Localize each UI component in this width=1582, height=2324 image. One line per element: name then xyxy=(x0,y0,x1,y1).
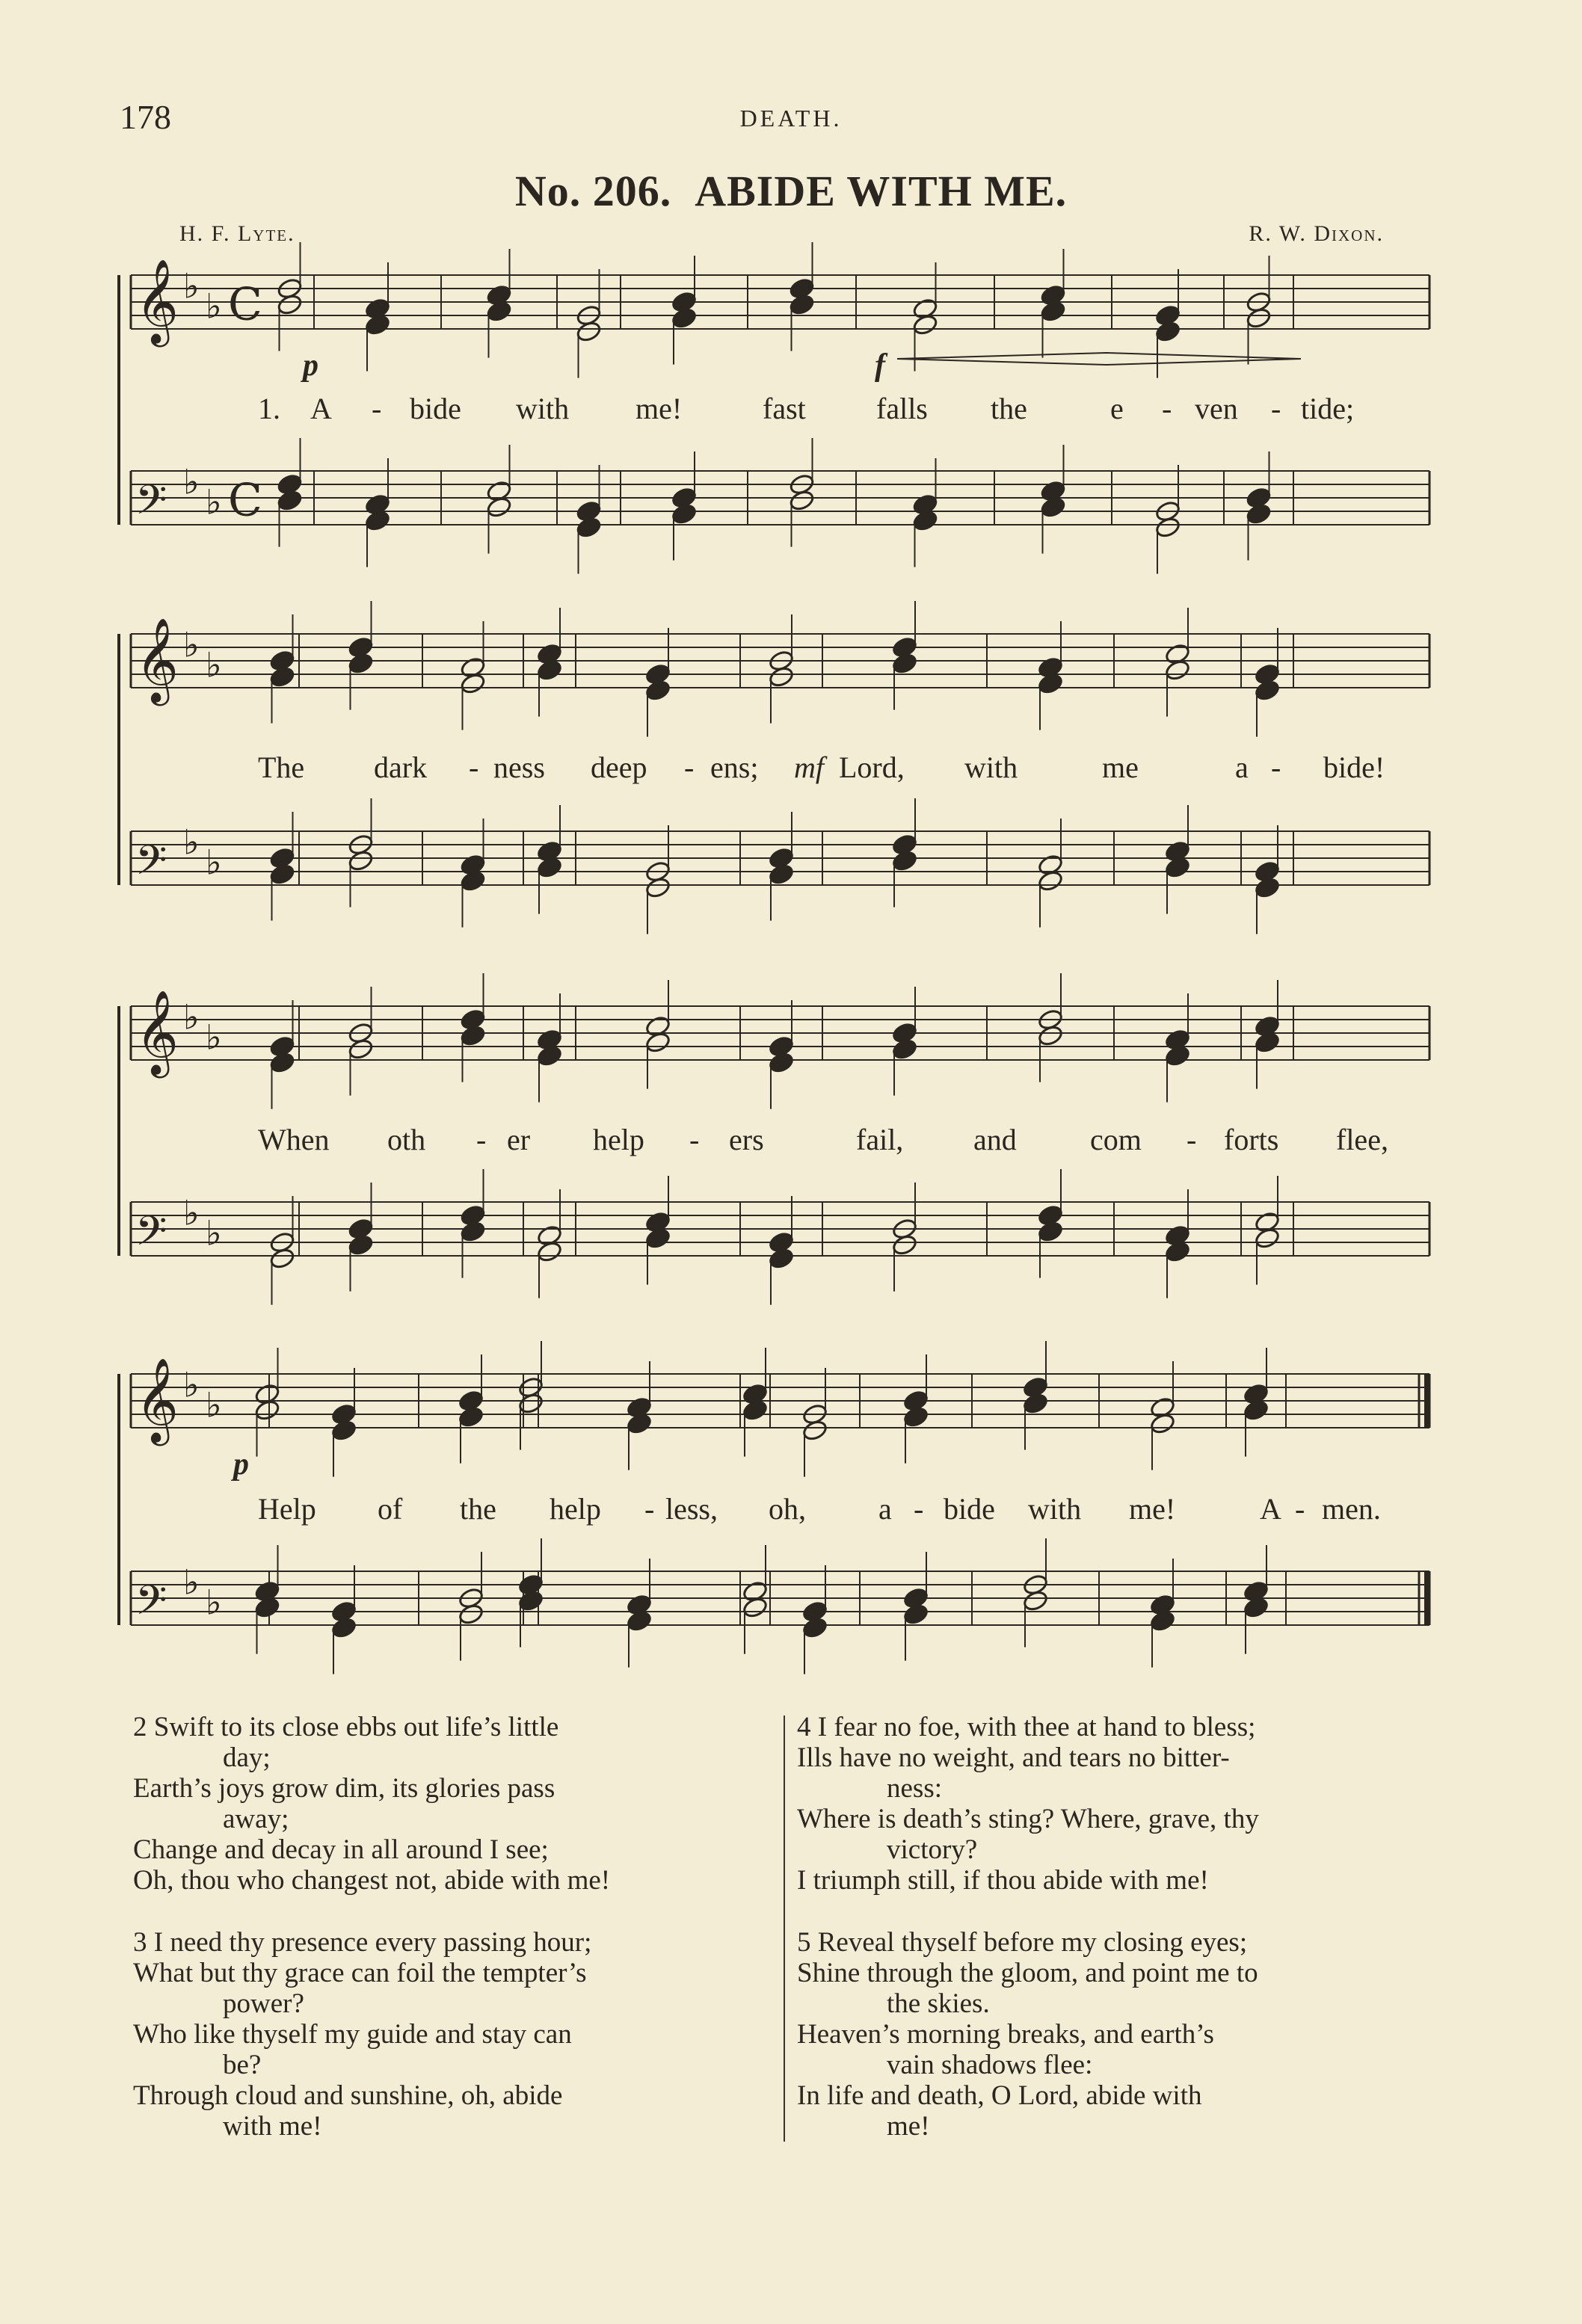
bass-clef: 𝄢 xyxy=(135,836,167,894)
key-flat: ♭ xyxy=(183,1364,200,1405)
dynamic-mark: f xyxy=(875,348,885,383)
note-head xyxy=(1254,1227,1281,1250)
lyric-word: com xyxy=(1090,1123,1142,1156)
note-head xyxy=(1154,320,1181,343)
key-flat: ♭ xyxy=(183,996,200,1038)
note-head xyxy=(330,1419,357,1442)
verse-line: 5 Reveal thyself before my closing eyes; xyxy=(797,1927,1248,1958)
lyric-word: Lord, xyxy=(839,750,905,784)
note-head xyxy=(1164,1240,1191,1263)
key-flat: ♭ xyxy=(206,1017,222,1058)
note-head xyxy=(1022,1589,1049,1612)
note-head xyxy=(277,293,304,316)
note-head xyxy=(768,863,795,886)
lyric-word: - xyxy=(469,750,479,784)
dynamic-mark: p xyxy=(233,1447,249,1482)
note-head xyxy=(1037,1024,1064,1047)
verse-line: In life and death, O Lord, abide with xyxy=(797,2080,1202,2111)
note-head xyxy=(460,1024,487,1047)
verse-line: day; xyxy=(223,1742,271,1773)
note-head xyxy=(891,1233,918,1257)
lyric-word: ness xyxy=(493,750,545,784)
verse-line: 3 I need thy presence every passing hour; xyxy=(133,1927,592,1958)
note-head xyxy=(364,313,391,336)
note-head xyxy=(902,1405,929,1428)
note-head xyxy=(1254,876,1281,899)
key-flat: ♭ xyxy=(206,1582,222,1623)
verse-stanza xyxy=(133,1927,776,2142)
note-head xyxy=(1149,1412,1176,1435)
lyric-word: a xyxy=(878,1492,892,1526)
key-flat: ♭ xyxy=(183,822,200,863)
lyric-word: falls xyxy=(876,392,928,425)
note-head xyxy=(1149,1609,1176,1633)
lyric-word: - xyxy=(1295,1492,1305,1526)
verse-line: Where is death’s sting? Where, grave, thy xyxy=(797,1804,1259,1834)
lyric-word: of xyxy=(378,1492,403,1526)
note-head xyxy=(458,1603,484,1626)
page-number: 178 xyxy=(120,98,171,136)
lyric-word: - xyxy=(689,1123,700,1156)
lyric-word: - xyxy=(476,1123,487,1156)
lyric-word: tide; xyxy=(1301,392,1355,425)
verse-line: me! xyxy=(887,2111,930,2142)
lyric-word: me! xyxy=(635,392,683,425)
lyric-word: ers xyxy=(729,1123,764,1156)
treble-clef: 𝄞 xyxy=(135,617,179,703)
verses-right-column xyxy=(797,1712,1455,2173)
lyric-word: me xyxy=(1102,750,1139,784)
note-head xyxy=(458,1405,484,1428)
note-head xyxy=(269,863,296,886)
verse-line: be? xyxy=(223,2050,262,2080)
verses-left-column xyxy=(133,1712,776,2173)
note-head xyxy=(1246,502,1272,525)
lyric-word: with xyxy=(1028,1492,1082,1526)
lyric-word: e xyxy=(1110,392,1124,425)
running-head: DEATH. xyxy=(739,105,843,132)
lyric-word: oh, xyxy=(769,1492,806,1526)
note-head xyxy=(1164,856,1191,879)
lyric-word: bide xyxy=(944,1492,995,1526)
lyric-word: ens; xyxy=(710,750,759,784)
note-head xyxy=(1037,672,1064,695)
lyric-word: - xyxy=(1271,392,1281,425)
verse-line: Oh, thou who changest not, abide with me! xyxy=(133,1865,611,1896)
lyric-word: bide! xyxy=(1323,750,1385,784)
note-head xyxy=(254,1596,281,1619)
key-flat: ♭ xyxy=(206,1384,222,1425)
note-head xyxy=(891,849,918,872)
lyric-word: A xyxy=(1260,1492,1281,1526)
verse-line: Change and decay in all around I see; xyxy=(133,1834,549,1865)
note-head xyxy=(254,1399,281,1422)
hymn-name: ABIDE WITH ME. xyxy=(695,167,1068,215)
composer: R. W. Dixon. xyxy=(1249,221,1384,246)
note-head xyxy=(348,1038,375,1061)
bass-clef: 𝄢 xyxy=(135,1576,167,1634)
key-flat: ♭ xyxy=(183,1192,200,1233)
note-head xyxy=(486,300,513,323)
note-head xyxy=(576,320,603,343)
treble-clef: 𝄞 xyxy=(135,259,179,344)
treble-clef: 𝄞 xyxy=(135,1357,179,1443)
note-head xyxy=(644,1031,671,1054)
lyric-word: - xyxy=(1186,1123,1197,1156)
note-head xyxy=(1040,300,1067,323)
note-head xyxy=(460,672,487,695)
lyric-word: - xyxy=(1162,392,1172,425)
note-head xyxy=(671,502,698,525)
note-head xyxy=(789,489,816,512)
lyric-word: deep xyxy=(591,750,647,784)
verse-line: Who like thyself my guide and stay can xyxy=(133,2019,572,2050)
lyric-word: When xyxy=(258,1123,330,1156)
key-flat: ♭ xyxy=(183,624,200,665)
note-head xyxy=(902,1603,929,1626)
verse-line: away; xyxy=(223,1804,289,1834)
note-head xyxy=(671,306,698,330)
dynamic-mark: p xyxy=(303,348,318,383)
verse-line: Heaven’s morning breaks, and earth’s xyxy=(797,2019,1214,2050)
lyric-word: with xyxy=(516,392,570,425)
note-head xyxy=(486,496,513,519)
note-head xyxy=(1243,1399,1269,1422)
note-head xyxy=(460,869,487,893)
note-head xyxy=(1040,496,1067,519)
hymn-number: No. 206. xyxy=(514,167,672,215)
verse-line: Ills have no weight, and tears no bitter- xyxy=(797,1742,1230,1773)
note-head xyxy=(1022,1392,1049,1415)
lyric-word: fast xyxy=(763,392,806,425)
column-divider xyxy=(784,1716,785,2142)
note-head xyxy=(644,679,671,702)
verse-stanza xyxy=(797,1712,1455,1896)
note-head xyxy=(277,489,304,512)
key-flat: ♭ xyxy=(206,644,222,685)
key-flat: ♭ xyxy=(183,265,200,306)
bass-clef: 𝄢 xyxy=(135,476,167,534)
note-head xyxy=(460,1220,487,1243)
treble-clef: 𝄞 xyxy=(135,990,179,1075)
lyric-word: help xyxy=(550,1492,601,1526)
note-head xyxy=(626,1412,653,1435)
note-head xyxy=(801,1419,828,1442)
note-head xyxy=(1164,659,1191,682)
lyric-word: oth xyxy=(387,1123,426,1156)
note-head xyxy=(517,1589,544,1612)
note-head xyxy=(801,1616,828,1639)
verse-stanza xyxy=(133,1712,776,1896)
lyric-word: - xyxy=(644,1492,655,1526)
hairpin xyxy=(897,359,1301,365)
lyric-word: with xyxy=(964,750,1018,784)
author: H. F. Lyte. xyxy=(179,221,295,246)
note-head xyxy=(1254,679,1281,702)
verse-line: vain shadows flee: xyxy=(887,2050,1093,2080)
lyric-word: The xyxy=(258,750,305,784)
note-head xyxy=(269,665,296,688)
note-head xyxy=(348,849,375,872)
lyric-word: me! xyxy=(1129,1492,1176,1526)
note-head xyxy=(576,516,603,539)
lyric-word: men. xyxy=(1322,1492,1381,1526)
note-head xyxy=(1246,306,1272,330)
lyric-word: the xyxy=(460,1492,496,1526)
verse-line: ness: xyxy=(887,1773,942,1804)
lyric-word: er xyxy=(507,1123,531,1156)
note-head xyxy=(768,665,795,688)
key-flat: ♭ xyxy=(183,461,200,502)
verse-line: Earth’s joys grow dim, its glories pass xyxy=(133,1773,555,1804)
common-time-sign: C xyxy=(228,474,262,527)
note-head xyxy=(891,652,918,675)
verse-line: I triumph still, if thou abide with me! xyxy=(797,1865,1209,1896)
lyric-word: the xyxy=(991,392,1027,425)
lyric-word: help xyxy=(593,1123,644,1156)
note-head xyxy=(330,1616,357,1639)
note-head xyxy=(644,876,671,899)
lyric-word: 1. xyxy=(258,392,280,425)
note-head xyxy=(1037,869,1064,893)
note-head xyxy=(269,1247,296,1270)
note-head xyxy=(536,659,563,682)
lyric-word: - xyxy=(372,392,382,425)
hairpin xyxy=(897,353,1301,359)
key-flat: ♭ xyxy=(206,286,222,327)
verse-line: with me! xyxy=(223,2111,322,2142)
lyric-word: fail, xyxy=(856,1123,904,1156)
note-head xyxy=(768,1247,795,1270)
verse-line: 4 I fear no foe, with thee at hand to bless; xyxy=(797,1712,1256,1742)
note-head xyxy=(742,1596,769,1619)
lyric-word: dark xyxy=(374,750,428,784)
bass-clef: 𝄢 xyxy=(135,1207,167,1265)
note-head xyxy=(1037,1220,1064,1243)
note-head xyxy=(1254,1031,1281,1054)
note-head xyxy=(1154,516,1181,539)
lyric-word: mf xyxy=(794,750,824,784)
note-head xyxy=(1243,1596,1269,1619)
note-head xyxy=(517,1392,544,1415)
verse-line: the skies. xyxy=(887,1988,990,2019)
note-head xyxy=(348,652,375,675)
lyric-word: bide xyxy=(410,392,461,425)
note-head xyxy=(626,1609,653,1633)
note-head xyxy=(912,313,939,336)
verse-line: victory? xyxy=(887,1834,978,1865)
lyric-word: and xyxy=(973,1123,1017,1156)
note-head xyxy=(269,1051,296,1074)
note-head xyxy=(348,1233,375,1257)
note-head xyxy=(891,1038,918,1061)
lyric-word: A xyxy=(310,392,332,425)
lyric-word: flee, xyxy=(1336,1123,1388,1156)
key-flat: ♭ xyxy=(206,842,222,883)
note-head xyxy=(768,1051,795,1074)
lyric-word: a xyxy=(1235,750,1249,784)
lyric-word: ven xyxy=(1195,392,1238,425)
lyric-word: forts xyxy=(1224,1123,1279,1156)
verse-line: 2 Swift to its close ebbs out life’s little xyxy=(133,1712,559,1742)
lyric-word: Help xyxy=(258,1492,316,1526)
note-head xyxy=(912,509,939,532)
lyric-word: - xyxy=(684,750,695,784)
verse-line: Shine through the gloom, and point me to xyxy=(797,1958,1258,1988)
note-head xyxy=(644,1227,671,1250)
note-head xyxy=(742,1399,769,1422)
key-flat: ♭ xyxy=(206,481,222,523)
note-head xyxy=(536,856,563,879)
lyric-word: - xyxy=(914,1492,924,1526)
verse-line: What but thy grace can foil the tempter’s xyxy=(133,1958,587,1988)
lyric-word: less, xyxy=(665,1492,718,1526)
common-time-sign: C xyxy=(228,278,262,331)
note-head xyxy=(364,509,391,532)
key-flat: ♭ xyxy=(206,1212,222,1254)
note-head xyxy=(536,1044,563,1067)
note-head xyxy=(536,1240,563,1263)
note-head xyxy=(789,293,816,316)
verse-stanza xyxy=(797,1927,1455,2142)
lyric-word: - xyxy=(1271,750,1281,784)
key-flat: ♭ xyxy=(183,1562,200,1603)
verse-line: power? xyxy=(223,1988,304,2019)
verse-line: Through cloud and sunshine, oh, abide xyxy=(133,2080,563,2111)
note-head xyxy=(1164,1044,1191,1067)
